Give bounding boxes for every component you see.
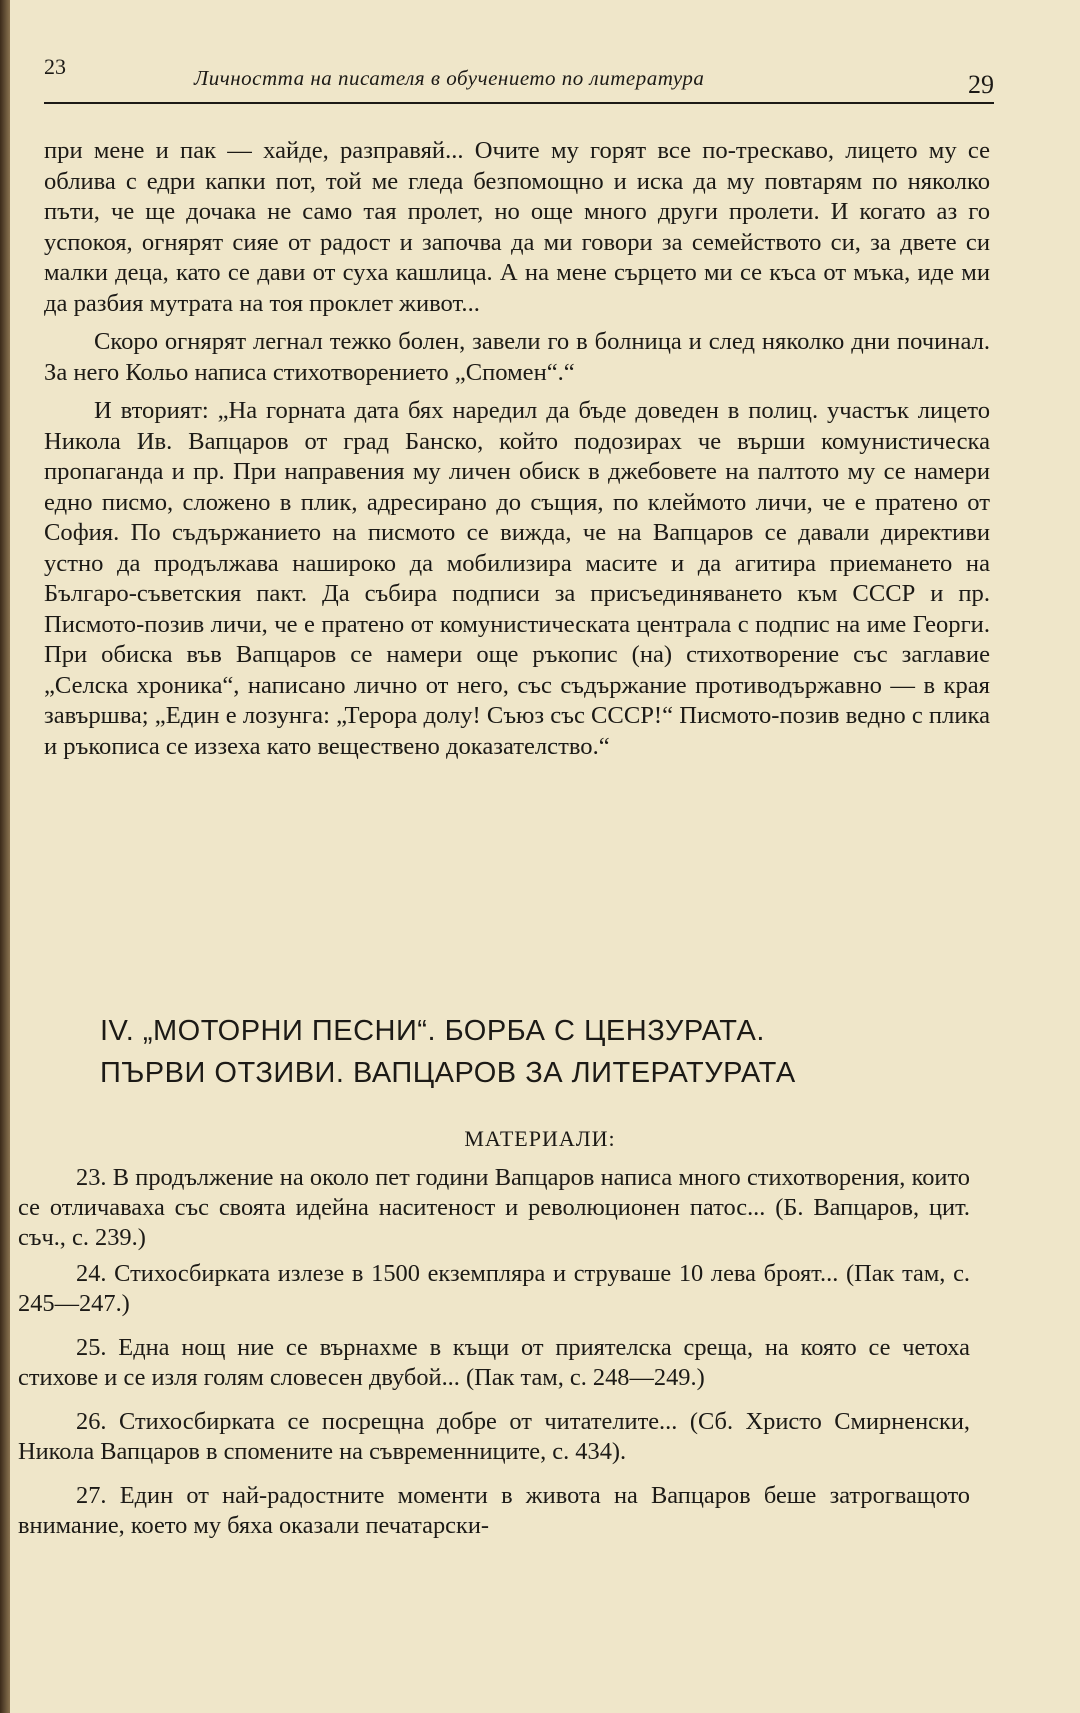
paragraph: И вторият: „На горната дата бях наредил да бъде доведен в полиц. участък лицето Никола Ив. Вапцаров от град Банско, който подозирах че върши комунистическа пропаганда и пр. При направения му личен обиск в джебовете на палтото му се намери едно писмо, сложено в плик, адресирано до същия, по клеймото личи, че е пратено от София. По съдържанието на писмото се вижда, че на Вапцаров се давали директиви устно да продължава нашироко да мобилизира масите и да агитира приемането на Българо-съветския пакт. Да събира подписи за присъединяването към СССР и пр. Писмото-позив личи, че е пратено от комунистическата централа с подпис на име Георги. При обиска във Вапцаров се намери още ръкопис (на) стихотворение със заглавие „Селска хроника“, написано лично от него, със съдържание противодържавно — в края завършва; „Един е лозунга: „Терора долу! Съюз със СССР!“ Писмото-позив ведно с плика и ръкописа се иззеха като веществено доказателство.“ [44, 397, 990, 760]
material-entry: 24. Стихосбирката излезе в 1500 екземпляра и струваше 10 лева броят... (Пак там, с. 245—247.) [18, 1260, 970, 1317]
material-entry: 27. Един от най-радостните моменти в живота на Вапцаров беше затрогващото внимание, което му бяха оказали печатарски- [18, 1482, 970, 1539]
paragraph: при мене и пак — хайде, разправяй... Очите му горят все по-трескаво, лицето му се облива с едри капки пот, той ме гледа безпомощно и иска да му повтарям по няколко пъти, че ще дочака не само тая пролет, но още много други пролети. И когато аз го успокоя, огнярят сияе от радост и започва да ми говори за семейството си, за двете си малки деца, като се дави от суха кашлица. А на мене сърцето ми се къса от мъка, иде ми да разбия мутрата на тоя проклет живот... [44, 137, 990, 317]
materials-label: МАТЕРИАЛИ: [464, 1126, 616, 1151]
body-text [44, 136, 990, 762]
section-heading [100, 1010, 980, 1094]
page-number: 29 [968, 70, 994, 99]
materials-list [18, 1163, 970, 1547]
book-spine-shadow [0, 0, 10, 1713]
header-left-number: 23 [44, 54, 66, 79]
running-title: Личността на писателя в обучението по литература [194, 66, 705, 90]
material-entry: 26. Стихосбирката се посрещна добре от читателите... (Сб. Христо Смирненски, Никола Вапцаров в спомените на съвременниците, с. 434). [18, 1408, 970, 1465]
page-header [44, 48, 994, 104]
material-entry: 23. В продължение на около пет години Вапцаров написа много стихотворения, които се отличаваха със своята идейна наситеност и революционен патос... (Б. Вапцаров, цит. съч., с. 239.) [18, 1164, 970, 1251]
header-divider [44, 102, 994, 104]
section-heading-line: ПЪРВИ ОТЗИВИ. ВАПЦАРОВ ЗА ЛИТЕРАТУРАТА [100, 1057, 796, 1089]
paragraph: Скоро огнярят легнал тежко болен, завели го в болница и след няколко дни починал. За него Кольо написа стихотворението „Спомен“.“ [44, 328, 990, 386]
material-entry: 25. Една нощ ние се върнахме в къщи от приятелска среща, на която се четоха стихове и се изля голям словесен двубой... (Пак там, с. 248—249.) [18, 1334, 970, 1391]
section-heading-line: IV. „МОТОРНИ ПЕСНИ“. БОРБА С ЦЕНЗУРАТА. [100, 1015, 765, 1047]
